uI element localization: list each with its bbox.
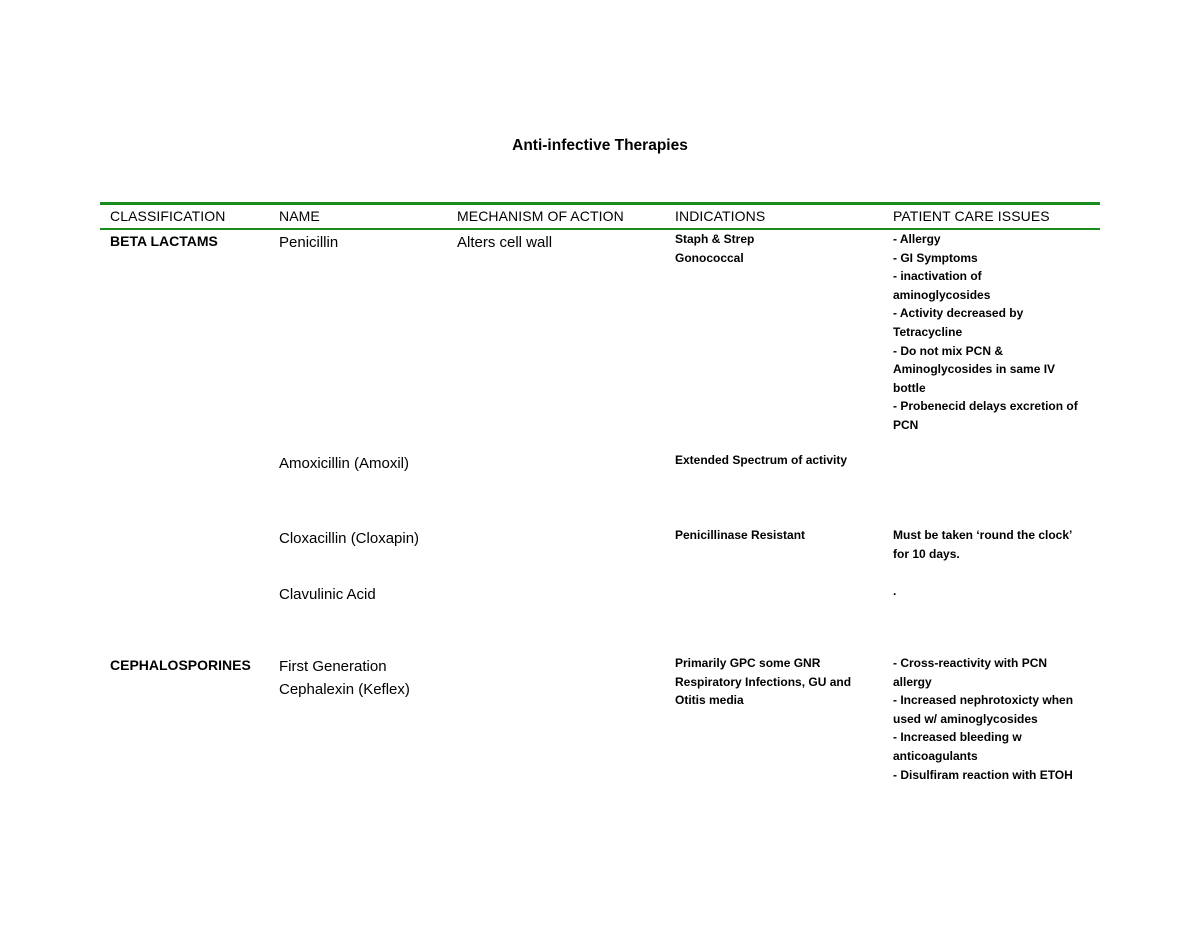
indications-cell [675,230,754,267]
cell-line: Otitis media [675,693,744,708]
indications-cell [675,526,805,545]
table-top-rule [100,202,1100,205]
cell-line: PCN [893,417,919,432]
cell-line: bottle [893,380,926,395]
page-title: Anti-infective Therapies [512,137,688,154]
header-indications: INDICATIONS [675,208,766,224]
drug-name-cell [279,583,376,606]
cell-line: anticoagulants [893,748,978,763]
cell-line: allergy [893,674,932,689]
cell-line: aminoglycosides [893,287,991,302]
cell-line: Cephalexin (Keflex) [279,681,410,698]
drug-name-cell [279,231,338,254]
cell-line: - Increased bleeding w [893,730,1022,745]
drug-name-cell [279,452,409,475]
header-classification: CLASSIFICATION [110,208,226,224]
cell-line: for 10 days. [893,546,960,561]
cell-line: Extended Spectrum of activity [675,453,848,467]
cell-line: First Generation [279,658,387,675]
cell-line: - Disulfiram reaction with ETOH [893,767,1073,782]
header-patient-care: PATIENT CARE ISSUES [893,208,1050,224]
cell-line: Tetracycline [893,324,963,339]
cell-line: CEPHALOSPORINES [110,657,251,673]
cell-line: Respiratory Infections, GU and [675,674,852,689]
cell-line: - Cross-reactivity with PCN [893,656,1048,670]
mechanism-cell [457,231,552,254]
patient-care-cell [893,526,1072,563]
cell-line: - Allergy [893,232,941,246]
header-name: NAME [279,208,320,224]
cell-line: - Increased nephrotoxicty when [893,693,1074,708]
cell-line: Penicillin [279,234,339,251]
cell-line: Primarily GPC some GNR [675,656,821,670]
patient-care-cell [893,230,1078,435]
indications-cell [675,654,851,710]
indications-cell [675,451,847,470]
cell-line: used w/ aminoglycosides [893,711,1038,726]
cell-line: Staph & Strep [675,232,755,246]
cell-line: - Probenecid delays excretion of [893,399,1078,414]
cell-line: - Do not mix PCN & [893,343,1003,358]
classification-cell [110,233,218,249]
cell-line: Gonococcal [675,250,744,265]
drug-name-cell [279,655,410,701]
cell-line: - inactivation of [893,269,982,284]
cell-line: Cloxacillin (Cloxapin) [279,530,420,547]
patient-care-cell [893,654,1073,784]
cell-line: Aminoglycosides in same IV [893,362,1056,377]
drug-name-cell [279,527,419,550]
cell-line: Clavulinic Acid [279,586,376,603]
cell-line: - Activity decreased by [893,306,1024,321]
cell-line: - GI Symptoms [893,250,978,265]
cell-line: BETA LACTAMS [110,233,218,249]
header-mechanism: MECHANISM OF ACTION [457,208,624,224]
patient-care-cell [893,582,896,601]
cell-line: Penicillinase Resistant [675,528,806,542]
classification-cell [110,657,251,673]
cell-line: Must be taken ‘round the clock’ [893,528,1073,542]
cell-line: Alters cell wall [457,234,553,251]
cell-line: . [893,584,897,598]
cell-line: Amoxicillin (Amoxil) [279,455,410,472]
